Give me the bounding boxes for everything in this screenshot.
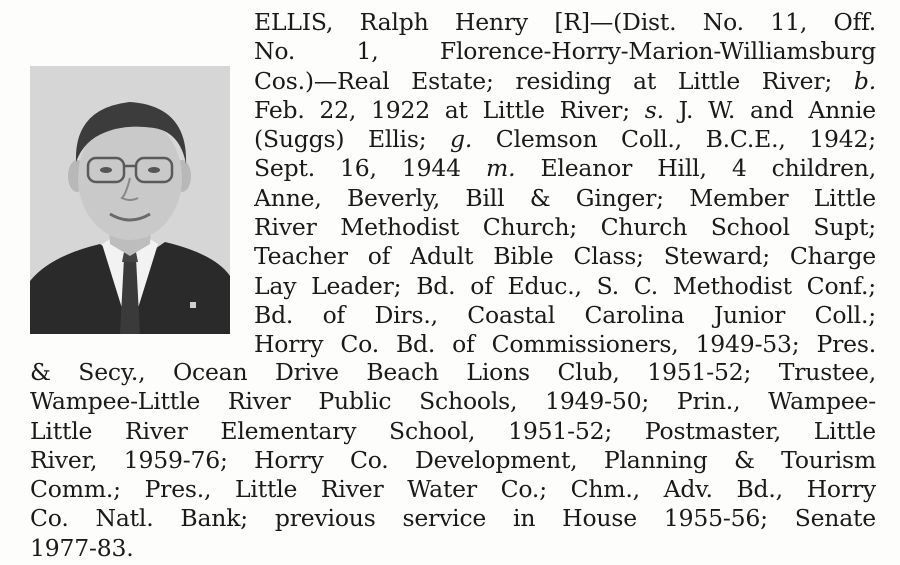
bio-line: Lay Leader; Bd. of Educ., S. C. Methodist Conf.; (254, 271, 876, 300)
bio-line: River, 1959-76; Horry Co. Development, Planning & Tourism (30, 445, 876, 474)
portrait-image (30, 66, 230, 334)
bio-line: River Methodist Church; Church School Supt; (254, 213, 876, 242)
bio-line: Teacher of Adult Bible Class; Steward; Charge (254, 242, 876, 271)
bio-line: (Suggs) Ellis; g. Clemson Coll., B.C.E., 1942; (254, 125, 876, 154)
bio-line: Wampee-Little River Public Schools, 1949-50; Prin., Wampee- (30, 387, 876, 416)
entry-surname: ELLIS, (254, 8, 334, 36)
bio-line: Cos.)—Real Estate; residing at Little River; b. (254, 66, 876, 95)
portrait-photo (30, 66, 230, 334)
biography-bottom-block (30, 358, 876, 563)
bio-line: 1977-83. (30, 533, 134, 562)
bio-line: Feb. 22, 1922 at Little River; s. J. W. and Annie (254, 95, 876, 124)
bio-line: & Secy., Ocean Drive Beach Lions Club, 1951-52; Trustee, (30, 358, 876, 386)
bio-line: Anne, Beverly, Bill & Ginger; Member Little (254, 183, 876, 212)
bio-line: Horry Co. Bd. of Commissioners, 1949-53; Pres. (254, 330, 876, 359)
bio-line: ELLIS, Ralph Henry [R]—(Dist. No. 11, Off. (254, 8, 876, 36)
bio-line: Sept. 16, 1944 m. Eleanor Hill, 4 children, (254, 154, 876, 183)
bio-line: Comm.; Pres., Little River Water Co.; Chm., Adv. Bd., Horry (30, 475, 876, 504)
bio-line: Co. Natl. Bank; previous service in House 1955-56; Senate (30, 504, 876, 533)
bio-line: Bd. of Dirs., Coastal Carolina Junior Coll.; (254, 300, 876, 329)
biography-top-block (254, 8, 876, 360)
bio-line: No. 1, Florence-Horry-Marion-Williamsburg (254, 37, 876, 66)
bio-line: Little River Elementary School, 1951-52; Postmaster, Little (30, 416, 876, 445)
